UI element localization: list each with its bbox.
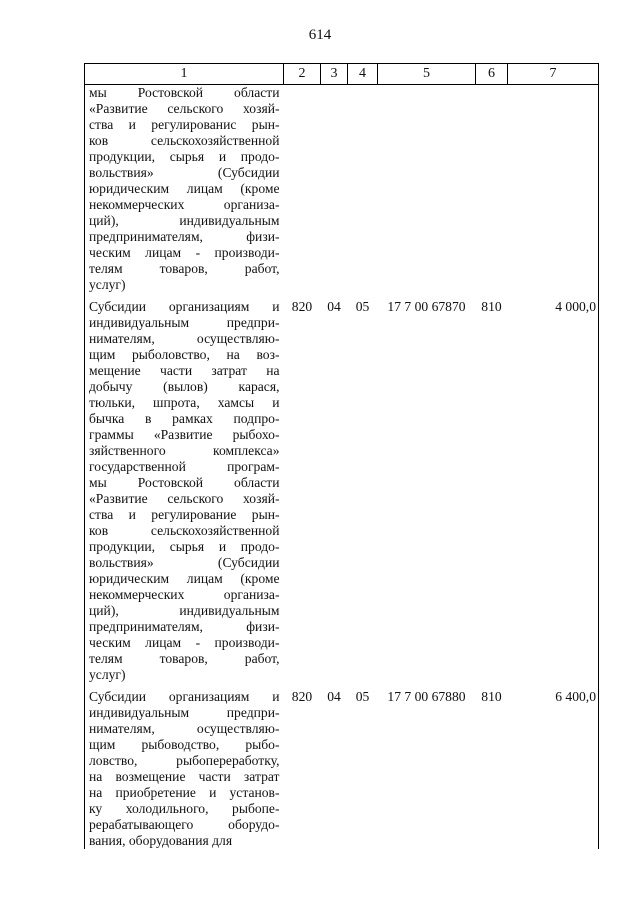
- table-row: [85, 299, 599, 683]
- admin-code-cell: [284, 85, 321, 294]
- description-line: вольствия» (Субсидии: [89, 555, 280, 570]
- description-line: индивидуальным предпри-: [89, 705, 280, 720]
- description-line: на приобретение и установ-: [89, 785, 280, 800]
- description-line: «Развитие сельского хозяй-: [89, 101, 280, 116]
- expense-type-cell: 810: [481, 689, 502, 704]
- row-description: [85, 85, 284, 294]
- description-line: ловство, рыбопереработку,: [89, 753, 280, 768]
- description-line: ку холодильного, рыбопе-: [89, 801, 280, 816]
- target-article-cell: [378, 85, 476, 294]
- description-line: юридическим лицам (кроме: [89, 181, 280, 196]
- description-line: предпринимателям, физи-: [89, 619, 280, 634]
- description-line: государственной програм-: [89, 459, 280, 474]
- header-col-6: 6: [476, 64, 508, 85]
- description-line: некоммерческих организа-: [89, 587, 280, 602]
- description-line: ков сельскохозяйственной: [89, 523, 280, 538]
- amount-cell: 6 400,0: [508, 689, 599, 849]
- description-line: добычу (вылов) карася,: [89, 379, 280, 394]
- admin-code-cell: 820: [291, 299, 313, 314]
- description-line: услуг): [89, 277, 126, 292]
- header-row: [85, 64, 599, 85]
- page-number: 614: [308, 27, 332, 43]
- target-article-cell: 17 7 00 67880: [387, 689, 466, 704]
- description-line: продукции, сырья и продо-: [89, 539, 280, 554]
- table-row: [85, 85, 599, 294]
- table-row: [85, 689, 599, 849]
- description-line: «Развитие сельского хозяй-: [89, 491, 280, 506]
- description-line: телям товаров, работ,: [89, 651, 280, 666]
- section-cell: [321, 85, 348, 294]
- description-line: ства и регулированис рын-: [89, 117, 280, 132]
- description-line: мы Ростовской области: [89, 85, 280, 100]
- description-line: вольствия» (Субсидии: [89, 165, 280, 180]
- amount-cell: 4 000,0: [508, 299, 599, 683]
- description-line: ций), индивидуальным: [89, 213, 280, 228]
- table-header: [85, 64, 599, 85]
- description-line: граммы «Развитие рыбохо-: [89, 427, 280, 442]
- description-line: телям товаров, работ,: [89, 261, 280, 276]
- description-line: Субсидии организациям и: [89, 299, 280, 314]
- row-description: [85, 299, 284, 683]
- description-line: Субсидии организациям и: [89, 689, 280, 704]
- row-description: [85, 689, 284, 849]
- description-line: ства и регулирование рын-: [89, 507, 280, 522]
- description-line: рерабатывающего оборудо-: [89, 817, 280, 832]
- admin-code-cell: 820: [291, 689, 313, 704]
- description-line: ческим лицам - производи-: [89, 635, 280, 650]
- description-line: мещение части затрат на: [89, 363, 280, 378]
- description-line: некоммерческих организа-: [89, 197, 280, 212]
- description-line: ческим лицам - производи-: [89, 245, 280, 260]
- amount-cell: [508, 85, 599, 294]
- header-col-3: 3: [321, 64, 348, 85]
- description-line: бычка в рамках подпро-: [89, 411, 280, 426]
- expense-type-cell: 810: [481, 299, 502, 314]
- description-line: мы Ростовской области: [89, 475, 280, 490]
- description-line: продукции, сырья и продо-: [89, 149, 280, 164]
- header-col-1: 1: [85, 64, 284, 85]
- description-line: ций), индивидуальным: [89, 603, 280, 618]
- subsection-cell: 05: [355, 689, 370, 704]
- description-line: вания, оборудования для: [89, 833, 233, 848]
- header-col-4: 4: [348, 64, 378, 85]
- section-cell: 04: [327, 689, 341, 704]
- expense-type-cell: [476, 85, 508, 294]
- description-line: на возмещение части затрат: [89, 769, 280, 784]
- description-line: щим рыбоводство, рыбо-: [89, 737, 280, 752]
- description-line: нимателям, осуществляю-: [89, 721, 280, 736]
- description-line: индивидуальным предпри-: [89, 315, 280, 330]
- table-body: [85, 85, 599, 850]
- section-cell: 04: [327, 299, 341, 314]
- subsection-cell: 05: [355, 299, 370, 314]
- description-line: юридическим лицам (кроме: [89, 571, 280, 586]
- description-line: предпринимателям, физи-: [89, 229, 280, 244]
- header-col-2: 2: [284, 64, 321, 85]
- description-line: тюльки, шпрота, хамсы и: [89, 395, 280, 410]
- description-line: ков сельскохозяйственной: [89, 133, 280, 148]
- subsection-cell: [348, 85, 378, 294]
- description-line: нимателям, осуществляю-: [89, 331, 280, 346]
- header-col-7: 7: [508, 64, 599, 85]
- header-col-5: 5: [378, 64, 476, 85]
- description-line: услуг): [89, 667, 126, 682]
- description-line: щим рыболовство, на воз-: [89, 347, 280, 362]
- budget-table: [84, 63, 599, 849]
- target-article-cell: 17 7 00 67870: [387, 299, 466, 314]
- description-line: зяйственного комплекса»: [89, 443, 280, 458]
